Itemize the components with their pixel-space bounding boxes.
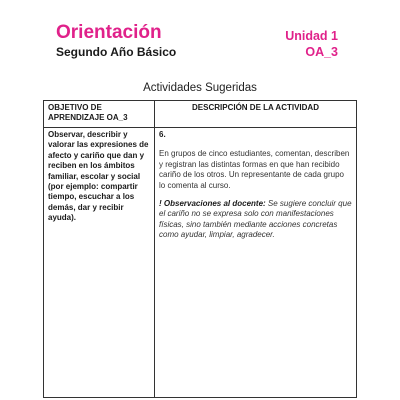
observation-label: ! Observaciones al docente: (159, 199, 266, 209)
description-column-header: DESCRIPCIÓN DE LA ACTIVIDAD (155, 101, 357, 128)
activity-text: En grupos de cinco estudiantes, comentan, describen y registran las distintas formas en que han recibido cariño de los otros. Un representante de cada grupo lo comenta al curso. (159, 149, 350, 190)
grade-subtitle: Segundo Año Básico (56, 45, 177, 59)
teacher-observation (159, 199, 352, 241)
description-cell (155, 128, 357, 398)
objective-cell: Observar, describir y valorar las expresiones de afecto y cariño que dan y reciben en los ámbitos familiar, escolar y social (por ejemplo: compartir tiempo, escuchar a los demás, dar y recibir ayuda). (44, 128, 155, 398)
document-header-left (56, 22, 176, 59)
document-header-right (285, 28, 338, 60)
unit-label: Unidad 1 (285, 29, 338, 43)
subject-title: Orientación (56, 22, 162, 43)
activity-number: 6. (159, 130, 166, 139)
oa-label: OA_3 (305, 45, 338, 59)
activities-table (43, 100, 357, 398)
table-row (44, 128, 357, 398)
objective-column-header: OBJETIVO DE APRENDIZAJE OA_3 (44, 101, 155, 128)
observation-text: Se sugiere concluir que el cariño no se expresa solo con manifestaciones físicas, sino también mediante acciones concretas como ayudar, limpiar, agradecer. (159, 199, 352, 240)
table-header-row (44, 101, 357, 128)
section-title: Actividades Sugeridas (143, 82, 257, 94)
